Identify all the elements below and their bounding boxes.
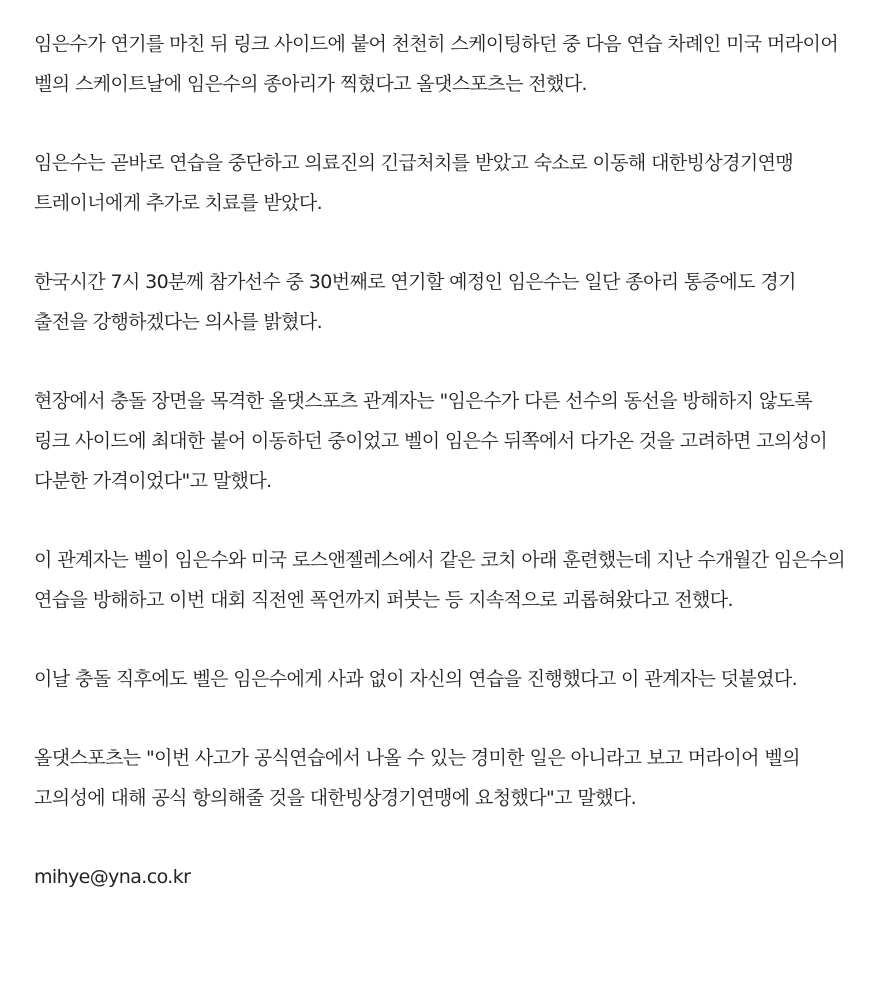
article-paragraph-4: 현장에서 충돌 장면을 목격한 올댓스포츠 관계자는 "임은수가 다른 선수의 동선을 방해하지 않도록 링크 사이드에 최대한 붙어 이동하던 중이었고 벨이 임은수 뒤쪽에서 다가온 것을 고려하면 고의성이 다분한 가격이었다"고 말했다. <box>34 390 828 492</box>
article-paragraph-5: 이 관계자는 벨이 임은수와 미국 로스앤젤레스에서 같은 코치 아래 훈련했는데 지난 수개월간 임은수의 연습을 방해하고 이번 대회 직전엔 폭언까지 퍼붓는 등 지속적으로 괴롭혀왔다고 전했다. <box>34 549 845 611</box>
article-paragraph-7: 올댓스포츠는 "이번 사고가 공식연습에서 나올 수 있는 경미한 일은 아니라고 보고 머라이어 벨의 고의성에 대해 공식 항의해줄 것을 대한빙상경기연맹에 요청했다"고 말했다. <box>34 747 800 809</box>
article-paragraph-2: 임은수는 곧바로 연습을 중단하고 의료진의 긴급처치를 받았고 숙소로 이동해 대한빙상경기연맹 트레이너에게 추가로 치료를 받았다. <box>34 152 794 214</box>
article-paragraph-3: 한국시간 7시 30분께 참가선수 중 30번째로 연기할 예정인 임은수는 일단 종아리 통증에도 경기 출전을 강행하겠다는 의사를 밝혔다. <box>34 271 796 333</box>
article-paragraph-1: 임은수가 연기를 마친 뒤 링크 사이드에 붙어 천천히 스케이팅하던 중 다음 연습 차례인 미국 머라이어 벨의 스케이트날에 임은수의 종아리가 찍혔다고 올댓스포츠는 전했다. <box>34 33 839 95</box>
article-paragraph-6: 이날 충돌 직후에도 벨은 임은수에게 사과 없이 자신의 연습을 진행했다고 이 관계자는 덧붙였다. <box>34 668 798 690</box>
reporter-email: mihye@yna.co.kr <box>34 866 191 888</box>
article-body <box>34 24 846 897</box>
